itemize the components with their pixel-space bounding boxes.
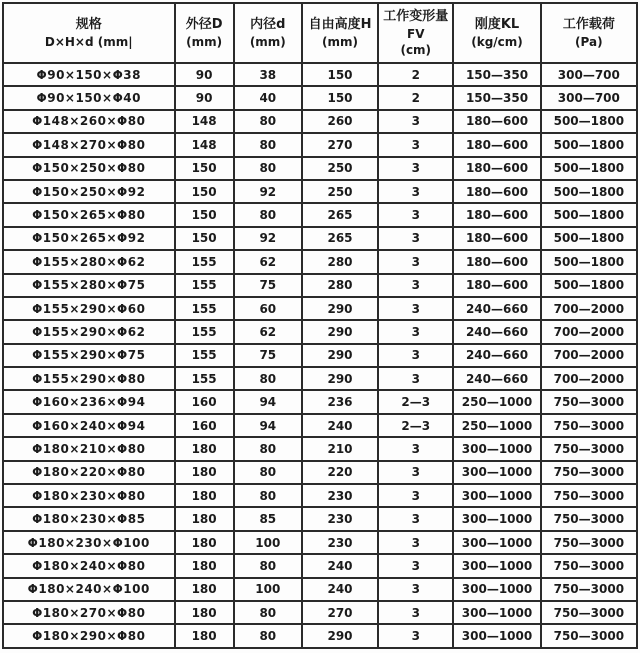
cell-free-height: 240 [302,414,378,437]
cell-free-height: 280 [302,250,378,273]
cell-free-height: 250 [302,157,378,180]
column-header-line: 自由高度H [308,17,372,33]
column-header-line: 刚度KL [474,17,520,33]
cell-working-deformation: 2—3 [378,390,453,413]
cell-working-deformation: 3 [378,344,453,367]
cell-outer-diameter: 160 [175,390,234,413]
cell-working-deformation: 3 [378,554,453,577]
cell-spec: Φ150×265×Φ80 [3,203,175,226]
cell-outer-diameter: 155 [175,320,234,343]
cell-inner-diameter: 80 [234,624,302,648]
cell-inner-diameter: 85 [234,507,302,530]
cell-outer-diameter: 90 [175,86,234,109]
table-row [3,203,637,226]
cell-outer-diameter: 150 [175,227,234,250]
cell-free-height: 250 [302,180,378,203]
cell-outer-diameter: 148 [175,110,234,133]
cell-spec: Φ160×236×Φ94 [3,390,175,413]
table-row [3,274,637,297]
cell-spec: Φ155×290×Φ75 [3,344,175,367]
table-row [3,320,637,343]
cell-inner-diameter: 80 [234,110,302,133]
cell-working-deformation: 3 [378,180,453,203]
cell-working-deformation: 3 [378,227,453,250]
table-row [3,578,637,601]
cell-stiffness: 180—600 [453,203,540,226]
cell-free-height: 230 [302,531,378,554]
column-header-outer-diameter [175,3,234,63]
cell-inner-diameter: 62 [234,320,302,343]
cell-spec: Φ150×250×Φ80 [3,157,175,180]
column-header-line: (cm) [400,42,432,57]
table-row [3,390,637,413]
spec-table [2,2,638,649]
cell-stiffness: 240—660 [453,367,540,390]
cell-free-height: 150 [302,63,378,86]
table-header [3,3,637,63]
cell-working-load: 300—700 [541,86,637,109]
cell-free-height: 265 [302,203,378,226]
cell-spec: Φ148×270×Φ80 [3,133,175,156]
cell-free-height: 270 [302,601,378,624]
cell-working-deformation: 3 [378,578,453,601]
cell-working-deformation: 3 [378,507,453,530]
cell-free-height: 240 [302,578,378,601]
cell-outer-diameter: 150 [175,157,234,180]
cell-spec: Φ155×290×Φ80 [3,367,175,390]
table-row [3,484,637,507]
cell-inner-diameter: 75 [234,344,302,367]
cell-inner-diameter: 80 [234,484,302,507]
cell-inner-diameter: 100 [234,531,302,554]
cell-free-height: 150 [302,86,378,109]
cell-working-load: 500—1800 [541,227,637,250]
table-row [3,133,637,156]
cell-working-load: 500—1800 [541,203,637,226]
cell-working-deformation: 3 [378,461,453,484]
cell-working-load: 750—3000 [541,578,637,601]
cell-working-load: 750—3000 [541,461,637,484]
column-header-line: (kg/cm) [471,34,523,49]
cell-stiffness: 180—600 [453,227,540,250]
cell-inner-diameter: 40 [234,86,302,109]
cell-stiffness: 180—600 [453,250,540,273]
cell-working-load: 750—3000 [541,624,637,648]
cell-free-height: 240 [302,554,378,577]
cell-inner-diameter: 38 [234,63,302,86]
cell-free-height: 290 [302,297,378,320]
column-header-working-deformation [378,3,453,63]
cell-free-height: 210 [302,437,378,460]
cell-outer-diameter: 155 [175,250,234,273]
cell-working-deformation: 2 [378,63,453,86]
cell-outer-diameter: 148 [175,133,234,156]
column-header-line: D×H×d (mm| [44,34,133,49]
cell-free-height: 236 [302,390,378,413]
table-row [3,531,637,554]
cell-working-load: 750—3000 [541,601,637,624]
table-row [3,437,637,460]
cell-stiffness: 300—1000 [453,531,540,554]
table-row [3,63,637,86]
cell-spec: Φ180×220×Φ80 [3,461,175,484]
cell-working-load: 750—3000 [541,390,637,413]
cell-stiffness: 250—1000 [453,390,540,413]
cell-free-height: 280 [302,274,378,297]
cell-working-deformation: 3 [378,320,453,343]
cell-working-load: 750—3000 [541,531,637,554]
column-header-line: 内径d [250,17,286,33]
cell-working-load: 750—3000 [541,507,637,530]
cell-working-load: 300—700 [541,63,637,86]
cell-stiffness: 240—660 [453,344,540,367]
cell-stiffness: 150—350 [453,63,540,86]
cell-spec: Φ155×280×Φ75 [3,274,175,297]
table-row [3,250,637,273]
cell-stiffness: 300—1000 [453,554,540,577]
cell-spec: Φ148×260×Φ80 [3,110,175,133]
cell-outer-diameter: 180 [175,531,234,554]
cell-working-load: 500—1800 [541,133,637,156]
cell-working-load: 500—1800 [541,274,637,297]
cell-spec: Φ180×230×Φ100 [3,531,175,554]
cell-stiffness: 150—350 [453,86,540,109]
cell-working-load: 700—2000 [541,297,637,320]
column-header-line: 外径D [185,17,223,33]
table-row [3,624,637,648]
cell-working-deformation: 3 [378,531,453,554]
cell-working-load: 750—3000 [541,484,637,507]
cell-working-deformation: 3 [378,110,453,133]
cell-spec: Φ180×270×Φ80 [3,601,175,624]
cell-free-height: 290 [302,344,378,367]
cell-inner-diameter: 80 [234,437,302,460]
cell-working-load: 700—2000 [541,344,637,367]
cell-working-deformation: 2—3 [378,414,453,437]
cell-stiffness: 300—1000 [453,624,540,648]
cell-working-load: 500—1800 [541,157,637,180]
cell-inner-diameter: 92 [234,227,302,250]
cell-working-load: 750—3000 [541,554,637,577]
table-row [3,554,637,577]
column-header-line: (mm) [186,34,223,49]
cell-inner-diameter: 80 [234,203,302,226]
cell-stiffness: 300—1000 [453,461,540,484]
cell-working-deformation: 3 [378,203,453,226]
cell-spec: Φ150×265×Φ92 [3,227,175,250]
cell-stiffness: 180—600 [453,157,540,180]
column-header-line: (Pa) [575,34,603,49]
cell-inner-diameter: 80 [234,367,302,390]
cell-stiffness: 180—600 [453,133,540,156]
column-header-line: (mm) [322,34,359,49]
cell-outer-diameter: 180 [175,437,234,460]
cell-stiffness: 300—1000 [453,484,540,507]
column-header-line: (mm) [249,34,286,49]
column-header-inner-diameter [234,3,302,63]
cell-inner-diameter: 80 [234,461,302,484]
cell-working-load: 700—2000 [541,320,637,343]
cell-inner-diameter: 80 [234,133,302,156]
cell-spec: Φ180×290×Φ80 [3,624,175,648]
cell-spec: Φ150×250×Φ92 [3,180,175,203]
table-row [3,601,637,624]
cell-stiffness: 300—1000 [453,578,540,601]
table-row [3,414,637,437]
cell-inner-diameter: 80 [234,601,302,624]
table-row [3,110,637,133]
cell-outer-diameter: 155 [175,367,234,390]
cell-stiffness: 180—600 [453,180,540,203]
cell-free-height: 290 [302,367,378,390]
cell-working-load: 500—1800 [541,110,637,133]
table-row [3,157,637,180]
cell-working-deformation: 3 [378,133,453,156]
cell-outer-diameter: 180 [175,484,234,507]
cell-working-deformation: 3 [378,601,453,624]
cell-spec: Φ180×210×Φ80 [3,437,175,460]
table-row [3,86,637,109]
cell-stiffness: 240—660 [453,297,540,320]
cell-outer-diameter: 180 [175,624,234,648]
column-header-line: 规格 [75,17,102,33]
column-header-working-load [541,3,637,63]
cell-spec: Φ180×240×Φ80 [3,554,175,577]
cell-working-deformation: 3 [378,157,453,180]
cell-spec: Φ90×150×Φ38 [3,63,175,86]
table-body [3,63,637,648]
column-header-line: FV [407,26,425,41]
cell-inner-diameter: 94 [234,414,302,437]
table-row [3,180,637,203]
cell-spec: Φ155×290×Φ62 [3,320,175,343]
cell-stiffness: 180—600 [453,110,540,133]
table-row [3,507,637,530]
cell-free-height: 265 [302,227,378,250]
table-row [3,297,637,320]
cell-working-deformation: 3 [378,437,453,460]
cell-inner-diameter: 60 [234,297,302,320]
cell-working-load: 500—1800 [541,250,637,273]
cell-outer-diameter: 150 [175,180,234,203]
cell-stiffness: 240—660 [453,320,540,343]
column-header-free-height [302,3,378,63]
cell-working-load: 750—3000 [541,437,637,460]
cell-spec: Φ155×290×Φ60 [3,297,175,320]
cell-outer-diameter: 180 [175,601,234,624]
column-header-stiffness [453,3,540,63]
cell-inner-diameter: 100 [234,578,302,601]
cell-inner-diameter: 92 [234,180,302,203]
cell-free-height: 220 [302,461,378,484]
table-row [3,227,637,250]
cell-inner-diameter: 75 [234,274,302,297]
cell-inner-diameter: 80 [234,554,302,577]
table-row [3,461,637,484]
column-header-spec [3,3,175,63]
cell-free-height: 230 [302,484,378,507]
cell-outer-diameter: 180 [175,554,234,577]
cell-inner-diameter: 94 [234,390,302,413]
cell-working-deformation: 2 [378,86,453,109]
cell-spec: Φ180×230×Φ85 [3,507,175,530]
cell-inner-diameter: 62 [234,250,302,273]
cell-outer-diameter: 155 [175,344,234,367]
cell-outer-diameter: 155 [175,274,234,297]
cell-working-load: 700—2000 [541,367,637,390]
cell-spec: Φ180×230×Φ80 [3,484,175,507]
cell-working-deformation: 3 [378,297,453,320]
cell-working-deformation: 3 [378,624,453,648]
cell-free-height: 270 [302,133,378,156]
cell-outer-diameter: 180 [175,461,234,484]
cell-working-deformation: 3 [378,250,453,273]
column-header-line: 工作载荷 [562,17,615,33]
cell-outer-diameter: 90 [175,63,234,86]
cell-inner-diameter: 80 [234,157,302,180]
cell-spec: Φ180×240×Φ100 [3,578,175,601]
cell-free-height: 290 [302,320,378,343]
cell-outer-diameter: 150 [175,203,234,226]
cell-outer-diameter: 155 [175,297,234,320]
cell-outer-diameter: 180 [175,507,234,530]
table-row [3,344,637,367]
cell-working-load: 500—1800 [541,180,637,203]
header-row [3,3,637,63]
cell-outer-diameter: 160 [175,414,234,437]
cell-stiffness: 300—1000 [453,507,540,530]
cell-stiffness: 180—600 [453,274,540,297]
cell-free-height: 290 [302,624,378,648]
cell-free-height: 260 [302,110,378,133]
cell-working-deformation: 3 [378,274,453,297]
cell-working-deformation: 3 [378,367,453,390]
cell-outer-diameter: 180 [175,578,234,601]
cell-spec: Φ160×240×Φ94 [3,414,175,437]
column-header-line: 工作变形量 [383,9,449,25]
cell-spec: Φ155×280×Φ62 [3,250,175,273]
cell-stiffness: 300—1000 [453,437,540,460]
cell-stiffness: 300—1000 [453,601,540,624]
cell-stiffness: 250—1000 [453,414,540,437]
cell-working-load: 750—3000 [541,414,637,437]
cell-working-deformation: 3 [378,484,453,507]
cell-spec: Φ90×150×Φ40 [3,86,175,109]
cell-free-height: 230 [302,507,378,530]
table-row [3,367,637,390]
